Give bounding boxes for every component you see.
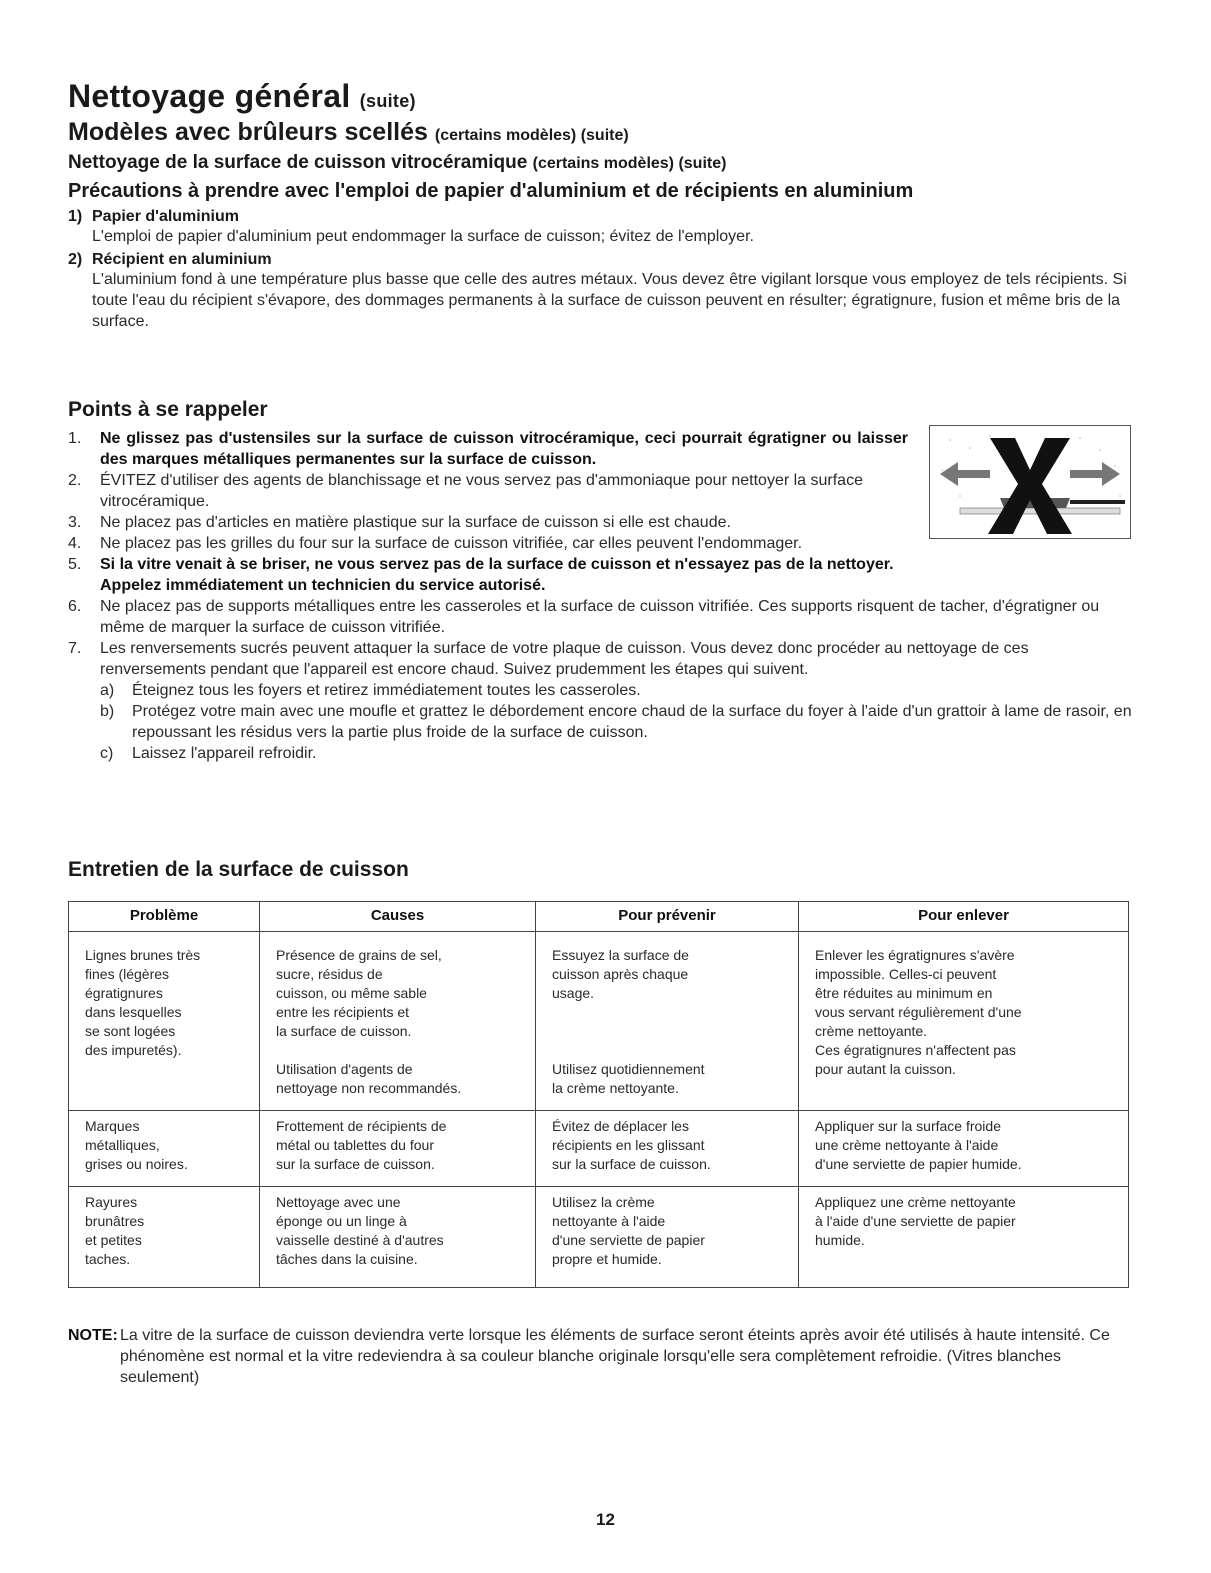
header-causes: Causes bbox=[260, 902, 536, 932]
table-header-row bbox=[69, 902, 1129, 932]
cell-remove: Enlever les égratignures s'avère impossible. Celles-ci peuvent être réduites au minimum en vous servant régulièrement d'une crème nettoyante. Ces égratignures n'affectent pas pour autant la cuisson. bbox=[799, 932, 1129, 1111]
sub-item bbox=[100, 743, 1132, 764]
cell-remove: Appliquez une crème nettoyante à l'aide d'une serviette de papier humide. bbox=[799, 1187, 1129, 1288]
point-text: ÉVITEZ d'utiliser des agents de blanchissage et ne vous servez pas d'ammoniaque pour nettoyer la surface vitrocéramique. bbox=[100, 472, 863, 510]
precaution-number: 2) bbox=[68, 251, 83, 268]
sub-item-letter: b) bbox=[100, 703, 115, 720]
cell-prevent: Évitez de déplacer les récipients en les glissant sur la surface de cuisson. bbox=[536, 1111, 799, 1187]
point-sublist bbox=[100, 680, 1132, 764]
cell-causes: Nettoyage avec une éponge ou un linge à vaisselle destiné à d'autres tâches dans la cuisine. bbox=[260, 1187, 536, 1288]
point-item bbox=[68, 554, 920, 596]
sub-item-text: Laissez l'appareil refroidir. bbox=[132, 745, 317, 762]
point-number: 6. bbox=[68, 598, 82, 615]
point-item bbox=[68, 596, 1132, 638]
subsection-heading bbox=[68, 152, 726, 174]
point-text: Si la vitre venait à se briser, ne vous servez pas de la surface de cuisson et n'essayez pas de la nettoyer. Appelez immédiatement un technicien du service autorisé. bbox=[100, 556, 894, 594]
precaution-title: Papier d'aluminium bbox=[92, 208, 239, 225]
sub-item-letter: a) bbox=[100, 682, 115, 699]
point-item bbox=[68, 638, 1132, 764]
note-text: La vitre de la surface de cuisson deviendra verte lorsque les éléments de surface seront éteints après avoir été utilisés à haute intensité. Ce phénomène est normal et la vitre redeviendra à sa couleur blanche originale lorsqu'elle sera complètement refroidie. (Vitres blanches seulement) bbox=[120, 1327, 1110, 1386]
cell-prevent: Essuyez la surface de cuisson après chaque usage. Utilisez quotidiennement la crème nettoyante. bbox=[536, 932, 799, 1111]
precaution-item bbox=[68, 251, 1132, 332]
cell-problem: Rayures brunâtres et petites taches. bbox=[69, 1187, 260, 1288]
points-heading: Points à se rappeler bbox=[68, 398, 268, 421]
point-text: Ne placez pas d'articles en matière plastique sur la surface de cuisson si elle est chaude. bbox=[100, 514, 731, 531]
section-heading-suffix: (certains modèles) (suite) bbox=[434, 127, 629, 144]
table-row bbox=[69, 1111, 1129, 1187]
sub-item-text: Éteignez tous les foyers et retirez immédiatement toutes les casseroles. bbox=[132, 682, 641, 699]
header-prevent: Pour prévenir bbox=[536, 902, 799, 932]
table-heading: Entretien de la surface de cuisson bbox=[68, 858, 409, 881]
header-problem: Problème bbox=[69, 902, 260, 932]
point-item bbox=[68, 512, 908, 533]
point-number: 2. bbox=[68, 472, 82, 489]
subsection-heading-text: Nettoyage de la surface de cuisson vitrocéramique bbox=[68, 152, 528, 173]
precaution-title: Récipient en aluminium bbox=[92, 251, 272, 268]
subsection-heading-suffix: (certains modèles) (suite) bbox=[532, 155, 727, 172]
point-number: 3. bbox=[68, 514, 82, 531]
pan-sliding-prohibited-icon bbox=[930, 426, 1130, 538]
cell-problem: Lignes brunes très fines (légères égratignures dans lesquelles se sont logées des impuretés). bbox=[69, 932, 260, 1111]
precaution-number: 1) bbox=[68, 208, 83, 225]
point-number: 4. bbox=[68, 535, 82, 552]
header-remove: Pour enlever bbox=[799, 902, 1129, 932]
sub-item-text: Protégez votre main avec une moufle et grattez le débordement encore chaud de la surface du foyer à l'aide d'un grattoir à lame de rasoir, en repoussant les résidus vers la partie plus froide de la surface de cuisson. bbox=[132, 703, 1132, 741]
care-table-container bbox=[68, 901, 1129, 1288]
precaution-text: L'aluminium fond à une température plus basse que celle des autres métaux. Vous devez être vigilant lorsque vous employez de tels récipients. Si toute l'eau du récipient s'évapore, des dommages permanents à la surface de cuisson peuvent en résulter; égratignure, fusion et même bris de la surface. bbox=[92, 271, 1127, 330]
page-number: 12 bbox=[596, 1510, 615, 1529]
point-number: 5. bbox=[68, 556, 82, 573]
precaution-item bbox=[68, 208, 1132, 247]
sub-item-letter: c) bbox=[100, 745, 114, 762]
precautions-list bbox=[68, 208, 1132, 332]
note-block bbox=[68, 1325, 1132, 1388]
precaution-text: L'emploi de papier d'aluminium peut endommager la surface de cuisson; évitez de l'employer. bbox=[92, 228, 754, 245]
table-row bbox=[69, 932, 1129, 1111]
page-title-suffix: (suite) bbox=[359, 91, 416, 111]
cell-causes: Présence de grains de sel, sucre, résidus de cuisson, ou même sable entre les récipients et la surface de cuisson. Utilisation d'agents de nettoyage non recommandés. bbox=[260, 932, 536, 1111]
care-table bbox=[68, 901, 1129, 1288]
page-title-text: Nettoyage général bbox=[68, 78, 351, 114]
point-text: Ne placez pas les grilles du four sur la surface de cuisson vitrifiée, car elles peuvent l'endommager. bbox=[100, 535, 803, 552]
no-sliding-pan-illustration bbox=[929, 425, 1131, 539]
section-heading-text: Modèles avec brûleurs scellés bbox=[68, 118, 428, 146]
precautions-heading: Précautions à prendre avec l'emploi de papier d'aluminium et de récipients en aluminium bbox=[68, 180, 914, 202]
cell-causes: Frottement de récipients de métal ou tablettes du four sur la surface de cuisson. bbox=[260, 1111, 536, 1187]
point-item bbox=[68, 470, 908, 512]
cell-prevent: Utilisez la crème nettoyante à l'aide d'une serviette de papier propre et humide. bbox=[536, 1187, 799, 1288]
point-number: 7. bbox=[68, 640, 82, 657]
note-label: NOTE: bbox=[68, 1327, 118, 1344]
point-number: 1. bbox=[68, 430, 82, 447]
cell-problem: Marques métalliques, grises ou noires. bbox=[69, 1111, 260, 1187]
point-item bbox=[68, 428, 908, 470]
point-text: Ne glissez pas d'ustensiles sur la surface de cuisson vitrocéramique, ceci pourrait égratigner ou laisser des marques métalliques permanentes sur la surface de cuisson. bbox=[100, 430, 908, 468]
point-text: Les renversements sucrés peuvent attaquer la surface de votre plaque de cuisson. Vous devez donc procéder au nettoyage de ces renversements pendant que l'appareil est encore chaud. Suivez prudemment les étapes qui suivent. bbox=[100, 640, 1029, 678]
cell-remove: Appliquer sur la surface froide une crème nettoyante à l'aide d'une serviette de papier humide. bbox=[799, 1111, 1129, 1187]
point-item bbox=[68, 533, 940, 554]
sub-item bbox=[100, 701, 1132, 743]
table-row bbox=[69, 1187, 1129, 1288]
section-heading bbox=[68, 118, 629, 147]
sub-item bbox=[100, 680, 1132, 701]
point-text: Ne placez pas de supports métalliques entre les casseroles et la surface de cuisson vitrifiée. Ces supports risquent de tacher, d'égratigner ou même de marquer la surface de cuisson vitrifiée. bbox=[100, 598, 1100, 636]
page-title bbox=[68, 78, 416, 115]
